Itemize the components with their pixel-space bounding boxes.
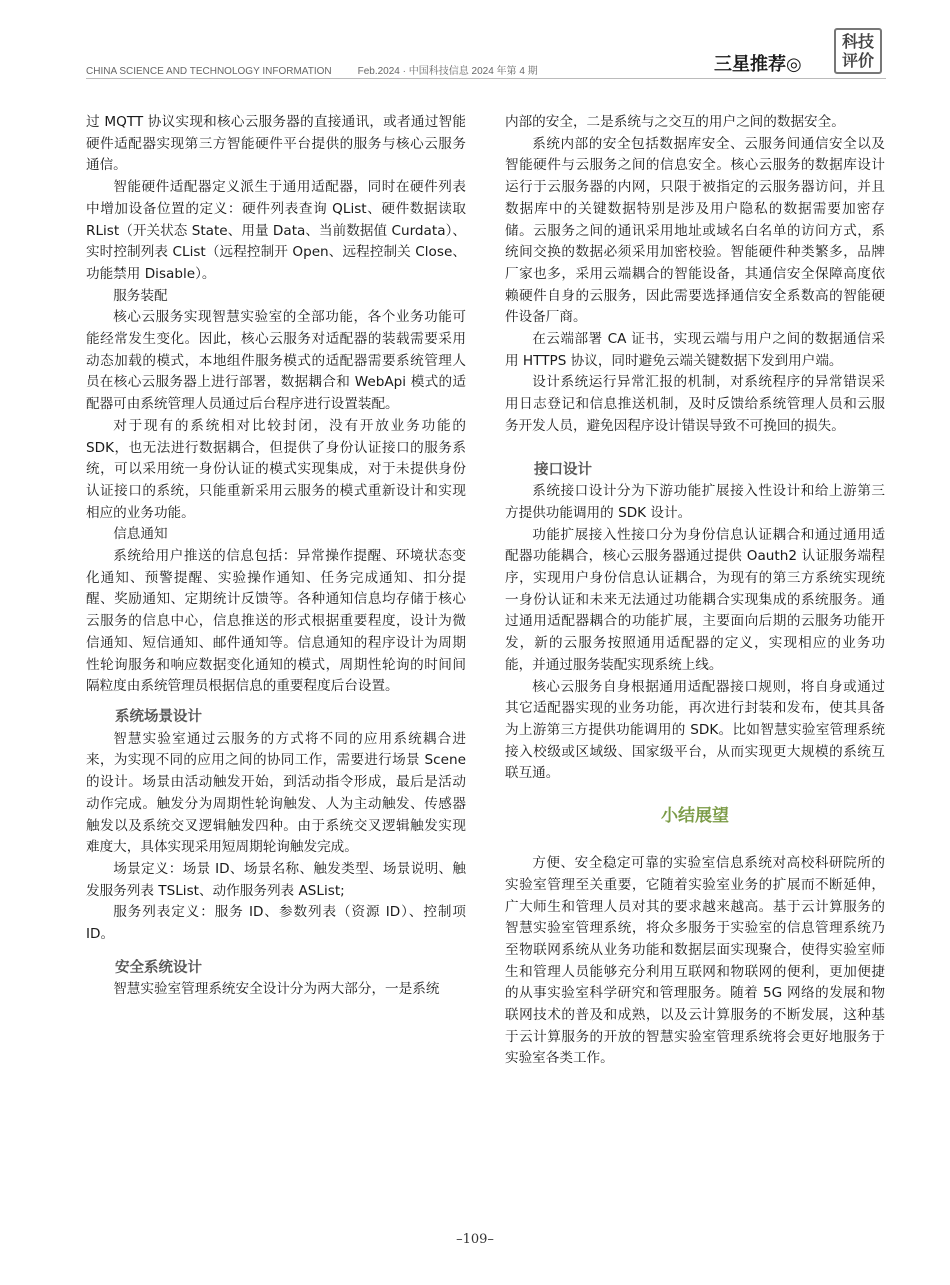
paragraph: 智慧实验室管理系统安全设计分为两大部分，一是系统 bbox=[113, 981, 440, 998]
section-heading: 安全系统设计 bbox=[115, 959, 202, 976]
subsection-heading: 服务装配 bbox=[113, 287, 168, 304]
paragraph: 场景定义：场景 ID、场景名称、触发类型、场景说明、触发服务列表 TSList、动作服务列表 ASList; bbox=[86, 860, 466, 899]
paragraph: 功能扩展接入性接口分为身份信息认证耦合和通过通用适配器功能耦合，核心云服务器通过提供 Oauth2 认证服务端程序，实现用户身份信息认证耦合，为现有的第三方系统实现统一身份认证和未来无法通过功能耦合实现集成的系统服务。通过通用适配器耦合的功能扩展，主要面向后期的云服务功能开发，新的云服务按照通用适配器的定义，实现相应的业务功能，并通过服务装配实现系统上线。 bbox=[505, 526, 885, 673]
journal-english-title: CHINA SCIENCE AND TECHNOLOGY INFORMATION bbox=[86, 66, 332, 77]
section-heading: 系统场景设计 bbox=[115, 708, 202, 725]
paragraph: 服务列表定义：服务 ID、参数列表（资源 ID）、控制项 ID。 bbox=[86, 904, 466, 943]
conclusion-heading: 小结展望 bbox=[661, 806, 729, 827]
paragraph: 系统内部的安全包括数据库安全、云服务间通信安全以及智能硬件与云服务之间的信息安全。核心云服务的数据库设计运行于云服务器的内网，只限于被指定的云服务器访问，并且数据库中的关键数据特别是涉及用户隐私的数据需要加密存储。云服务之间的通讯采用地址或域名白名单的访问方式，系统间交换的数据必须采用加密校验。智能硬件种类繁多，品牌厂家也多，采用云端耦合的智能设备，其通信安全保障高度依赖硬件自身的云服务，因此需要选择通信安全系数高的智能硬件设备厂商。 bbox=[505, 135, 885, 326]
paragraph: 方便、安全稳定可靠的实验室信息系统对高校科研院所的实验室管理至关重要，它随着实验室业务的扩展而不断延伸，广大师生和管理人员对其的要求越来越高。基于云计算服务的智慧实验室管理系统，将众多服务于实验室的信息管理系统乃至物联网系统从业务功能和数据层面实现聚合，使得实验室师生和管理人员能够充分利用互联网和物联网的便利，更加便捷的从事实验室科学研究和管理服务。随着 5G 网络的发展和物联网技术的普及和成熟，以及云计算服务的不断发展，这种基于云计算服务的开放的智慧实验室管理系统将会更好地服务于实验室各类工作。 bbox=[505, 855, 885, 1067]
paragraph: 过 MQTT 协议实现和核心云服务器的直接通讯，或者通过智能硬件适配器实现第三方智能硬件平台提供的服务与核心云服务通信。 bbox=[86, 114, 466, 174]
left-column bbox=[86, 112, 466, 1001]
paragraph: 核心云服务实现智慧实验室的全部功能，各个业务功能可能经常发生变化。因此，核心云服务对适配器的装载需要采用动态加载的模式，本地组件服务模式的适配器需要系统管理人员在核心云服务器上进行部署，数据耦合和 WebApi 模式的适配器可由系统管理人员通过后台程序进行设置装配。 bbox=[86, 309, 466, 413]
page-header bbox=[86, 28, 886, 76]
journal-info bbox=[86, 62, 538, 77]
section-badge bbox=[834, 28, 882, 74]
paragraph: 设计系统运行异常汇报的机制，对系统程序的异常错误采用日志登记和信息推送机制，及时反馈给系统管理人员和云服务开发人员，避免因程序设计错误导致不可挽回的损失。 bbox=[505, 374, 885, 434]
badge-line-2: 评价 bbox=[841, 51, 874, 70]
right-column bbox=[505, 112, 885, 1070]
badge-line-1: 科技 bbox=[841, 32, 874, 51]
issue-info: Feb.2024 · 中国科技信息 2024 年第 4 期 bbox=[357, 66, 538, 77]
page-number: –109– bbox=[456, 1232, 494, 1247]
column-title: 三星推荐◎ bbox=[714, 54, 802, 75]
paragraph: 在云端部署 CA 证书，实现云端与用户之间的数据通信采用 HTTPS 协议，同时避免云端关键数据下发到用户端。 bbox=[505, 331, 885, 369]
paragraph: 系统给用户推送的信息包括：异常操作提醒、环境状态变化通知、预警提醒、实验操作通知、任务完成通知、扣分提醒、奖励通知、定期统计反馈等。各种通知信息均存储于核心云服务的信息中心，信息推送的形式根据重要程度，设计为微信通知、短信通知、邮件通知等。信息通知的程序设计为周期性轮询服务和响应数据变化通知的模式，周期性轮询的时间间隔粒度由系统管理员根据信息的重要程度后台设置。 bbox=[86, 548, 466, 695]
subsection-heading: 信息通知 bbox=[113, 526, 168, 543]
section-heading: 接口设计 bbox=[534, 461, 592, 478]
paragraph: 系统接口设计分为下游功能扩展接入性设计和给上游第三方提供功能调用的 SDK 设计。 bbox=[505, 483, 885, 521]
paragraph: 对于现有的系统相对比较封闭，没有开放业务功能的 SDK，也无法进行数据耦合，但提供了身份认证接口的服务系统，可以采用统一身份认证的模式实现集成，对于未提供身份认证接口的系统，只能重新采用云服务的模式重新设计和实现相应的业务功能。 bbox=[86, 417, 466, 521]
paragraph: 智能硬件适配器定义派生于通用适配器，同时在硬件列表中增加设备位置的定义：硬件列表查询 QList、硬件数据读取 RList（开关状态 State、用量 Data、当前数据值 Curdata）、实时控制列表 CList（远程控制开 Open、远程控制关 Close、功能禁用 Disable）。 bbox=[86, 179, 466, 282]
paragraph: 核心云服务自身根据通用适配器接口规则，将自身或通过其它适配器实现的业务功能，再次进行封装和发布，使其具备为上游第三方提供功能调用的 SDK。比如智慧实验室管理系统接入校级或区域级、国家级平台，从而实现更大规模的系统互联互通。 bbox=[505, 678, 885, 782]
header-divider bbox=[86, 78, 886, 79]
paragraph: 内部的安全，二是系统与之交互的用户之间的数据安全。 bbox=[505, 114, 845, 130]
paragraph: 智慧实验室通过云服务的方式将不同的应用系统耦合进来，为实现不同的应用之间的协同工作，需要进行场景 Scene 的设计。场景由活动触发开始，到活动指令形成，最后是活动动作完成。触发分为周期性轮询触发、人为主动触发、传感器触发以及系统交叉逻辑触发四种。由于系统交叉逻辑触发实现难度大，具体实现采用短周期轮询触发完成。 bbox=[86, 730, 466, 856]
